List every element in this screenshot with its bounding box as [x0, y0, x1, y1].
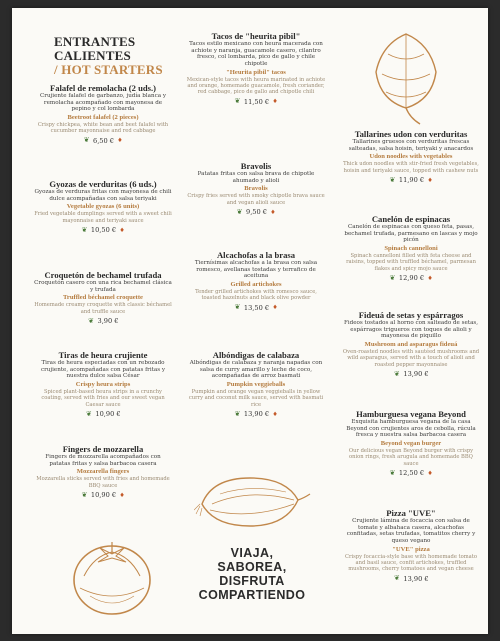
dish-description-en: Tender grilled artichokes with romesco sauce, toasted hazelnuts and black olive powder: [195, 289, 317, 302]
chili-icon: ♦: [427, 469, 433, 477]
leaf-icon: ❦: [389, 175, 396, 184]
slogan-line: COMPARTIENDO: [198, 588, 306, 602]
dish-price: 13,90 €: [403, 370, 429, 378]
leaf-icon: ❦: [393, 574, 400, 583]
dish-price: 3,90 €: [97, 317, 119, 325]
dish-description: Canelón de espinacas con queso feta, pasas, bechamel trufada, parmesano en lascas y mojo picón: [344, 224, 478, 244]
dish-mozzarella-fingers: [34, 444, 172, 499]
dish-description: Gyozas de verduras fritas con mayonesa de chili dulce acompañadas con salsa teriyaki: [34, 189, 172, 202]
dish-mushroom-fideua: [342, 310, 480, 378]
dish-description: Fingers de mozzarella acompañados con patatas fritas y salsa barbacoa casera: [45, 454, 161, 467]
dish-name: Gyozas de verduritas (6 uds.): [49, 179, 157, 189]
dish-description-en: Fried vegetable dumplings served with a sweet chili mayonnaise and teriyaki sauce: [34, 211, 172, 224]
dish-vegetable-gyozas: [34, 179, 172, 234]
chili-icon: ♦: [427, 176, 433, 184]
slogan: [192, 546, 312, 602]
dish-description: Crujiente lámina de focaccia con salsa de tomate y albahaca casera, alcachofas confitadas, setas trufadas, tomatitos cherry y queso vegano: [346, 518, 476, 545]
chili-icon: ♦: [117, 137, 123, 145]
dish-udon-noodles: [342, 129, 480, 184]
slogan-line: VIAJA,: [230, 546, 274, 560]
dish-name-en: Mozzarella fingers: [76, 468, 130, 476]
dish-description-en: Spiced plant-based heura strips in a crunchy coating, served with fries and our sweet vegan Caesar sauce: [41, 389, 165, 408]
dish-description: Tiernísimas alcachofas a la brasa con salsa romesco, avellanas tostadas y terrafico de aceituna: [194, 260, 318, 280]
dish-spinach-cannelloni: [342, 214, 480, 282]
dish-price: 10,50 €: [90, 226, 117, 234]
dish-description: Crujiente falafel de garbanzo, judía blanca y remolacha acompañado con mayonesa de pepino y col lombarda: [40, 93, 166, 113]
dish-name: Croquetón de bechamel trufada: [44, 270, 162, 280]
leaf-icon: ❦: [81, 490, 88, 499]
dish-name: Falafel de remolacha (2 uds.): [49, 83, 157, 93]
dish-name: Alcachofas a la brasa: [216, 250, 296, 260]
leaf-icon: ❦: [81, 225, 88, 234]
dish-description-en: Mexican-style tacos with heura marinated in achiote and orange, homemade guacamole, fresh coriander, red cabbage, pico de gallo and chipotle chili: [186, 76, 326, 96]
leaf-icon: ❦: [389, 273, 396, 282]
dish-name-en: "UVE" pizza: [392, 545, 430, 553]
dish-name-en: "Heurita pibil" tacos: [226, 68, 286, 76]
dish-description: Patatas fritas con salsa brava de chipotle ahumado y alioli: [197, 171, 315, 184]
dish-price: 13,50 €: [243, 303, 270, 312]
leaf-icon: ❦: [85, 409, 92, 418]
leaf-icon: ❦: [88, 316, 94, 325]
dish-price: 11,50 €: [243, 97, 270, 106]
dish-name-en: Beyond vegan burger: [380, 440, 442, 448]
dish-description-en: Homemade creamy croquette with classic béchamel and truffle sauce: [34, 302, 172, 315]
section-title: [54, 35, 184, 77]
dish-price: 12,50 €: [398, 469, 425, 477]
dish-pumpkin-veggieballs: [186, 350, 326, 418]
dish-name-en: Spinach cannelloni: [384, 245, 438, 253]
dish-description-en: Crispy fries served with smoky chipotle brava sauce and vegan alioli sauce: [187, 193, 325, 206]
leaf-icon: ❦: [234, 303, 241, 312]
slogan-line: DISFRUTA: [219, 574, 285, 588]
dish-bravolis: [186, 161, 326, 216]
dish-description-en: Crispy focaccia-style base with homemade tomato and basil sauce, confit artichokes, truffled mushrooms, cherry tomatoes and vegan cheese: [345, 553, 477, 573]
dish-price: 6,50 €: [93, 136, 114, 145]
dish-name: Pizza "UVE": [386, 508, 436, 518]
dish-name: Albóndigas de calabaza: [212, 350, 300, 360]
chili-icon: ♦: [119, 226, 125, 234]
leaf-icon: ❦: [393, 369, 400, 378]
chili-icon: ♦: [427, 274, 433, 282]
dish-beetroot-falafel: [34, 83, 172, 145]
leaf-icon: ❦: [236, 207, 243, 216]
dish-truffled-croquette: [34, 270, 172, 325]
leaf-icon: ❦: [234, 97, 241, 106]
dish-description: Exquisita hamburguesa vegana de la casa Beyond con crujientes aros de cebolla, rúcula fresca y nuestra salsa barbacoa casera: [346, 419, 476, 439]
dish-name-en: Crispy heura strips: [75, 381, 131, 389]
tomato-illustration: [64, 526, 160, 622]
dish-description-en: Spinach cannelloni filled with feta cheese and raisins, topped with truffled béchamel, parmesan flakes and spicy mojo sauce: [346, 253, 476, 272]
dish-name-en: Vegetable gyozas (6 units): [66, 203, 140, 211]
chili-icon: ♦: [272, 98, 278, 106]
dish-price: 13,90 €: [403, 574, 429, 583]
dish-description: Tallarines gruesos con verduritas frescas salteadas, salsa hoisin, teriyaki y anacardos: [348, 139, 474, 152]
dish-name-en: Bravolis: [244, 185, 268, 193]
dish-description-en: Thick udon noodles with stir-fried fresh vegetables, hoisin and teriyaki sauce, topped with cashew nuts: [343, 161, 479, 174]
chili-icon: ♦: [270, 208, 276, 216]
dish-name: Tiras de heura crujiente: [58, 350, 148, 360]
dish-name-en: Grilled artichokes: [230, 281, 282, 289]
dish-price: 9,50 €: [246, 208, 267, 216]
artichoke-illustration: [360, 24, 452, 128]
dish-description-en: Oven-roasted noodles with sautéed mushrooms and wild asparagus, served with a touch of alioli and roasted pepper mayonnaise: [342, 349, 480, 368]
dish-name-en: Truffled béchamel croquette: [63, 294, 143, 302]
chili-icon: ♦: [272, 410, 278, 418]
dish-name: Fideuá de setas y espárragos: [358, 310, 464, 320]
dish-description-en: Our delicious vegan Beyond burger with crispy onion rings, fresh arugula and homemade BBQ sauce: [348, 448, 474, 467]
dish-price: 10,90 €: [90, 491, 117, 499]
dish-description: Tacos estilo mexicano con heura macerada con achiote y naranja, guacamole casero, cilantro fresco, col lombarda, pico de gallo y chile chipotle: [189, 41, 323, 68]
dish-price: 11,90 €: [398, 176, 425, 184]
dish-heurita-pibil-tacos: [186, 31, 326, 106]
dish-description: Croquetón casero con una rica bechamel clásica y trufada: [34, 280, 172, 293]
dish-description: Tiras de heura especiadas con un rebozado crujiente, acompañadas con patatas fritas y nuestra dulce salsa César: [40, 360, 166, 380]
dish-description-en: Crispy chickpea, white bean and beet falafel with cucumber mayonnaise and red cabbage: [37, 122, 169, 135]
dish-price: 10,90 €: [95, 410, 121, 418]
dish-description: Fideos tostados al horno con salteado de setas, espárragos trigueros con toques de alioli y mayonesa de piquillo: [343, 320, 479, 340]
dish-heura-strips: [34, 350, 172, 418]
dish-grilled-artichokes: [186, 250, 326, 312]
dish-description: Albóndigas de calabaza y naranja napadas con salsa de curry amarillo y leche de coco, acompañadas de arroz basmati: [189, 360, 323, 380]
leaf-icon: ❦: [234, 409, 241, 418]
dish-name: Bravolis: [240, 161, 272, 171]
menu-page: [12, 8, 488, 634]
dish-uve-pizza: [342, 508, 480, 583]
section-title-en: / HOT STARTERS: [54, 62, 163, 77]
dish-name-en: Mushroom and asparagus fideuá: [364, 341, 458, 349]
dish-name: Tallarines udon con verduritas: [354, 129, 468, 139]
dish-description-en: Mozzarella sticks served with fries and homemade BBQ sauce: [36, 476, 170, 489]
section-title-es: ENTRANTES CALIENTES: [54, 34, 136, 63]
dish-price: 12,90 €: [398, 274, 425, 282]
dish-name: Tacos de "heurita pibil": [211, 31, 301, 41]
dish-name: Fingers de mozzarella: [62, 444, 144, 454]
leaf-icon: ❦: [389, 468, 396, 477]
dish-description-en: Pumpkin and orange vegan veggieballs in yellow curry and coconut milk sauce, served with basmati rice: [188, 389, 324, 408]
dish-price: 13,90 €: [243, 410, 270, 418]
slogan-line: SABOREA,: [217, 560, 287, 574]
dish-name-en: Pumpkin veggieballs: [226, 381, 286, 389]
dish-beyond-burger: [342, 409, 480, 477]
dish-name: Hamburguesa vegana Beyond: [356, 409, 466, 419]
chili-icon: ♦: [272, 304, 278, 312]
dish-name-en: Udon noodles with vegetables: [369, 153, 453, 161]
dish-name-en: Beetroot falafel (2 pieces): [67, 114, 139, 122]
chili-icon: ♦: [119, 491, 125, 499]
dish-name: Canelón de espinacas: [371, 214, 451, 224]
leaf-icon: ❦: [83, 136, 90, 145]
onion-illustration: [194, 464, 314, 536]
